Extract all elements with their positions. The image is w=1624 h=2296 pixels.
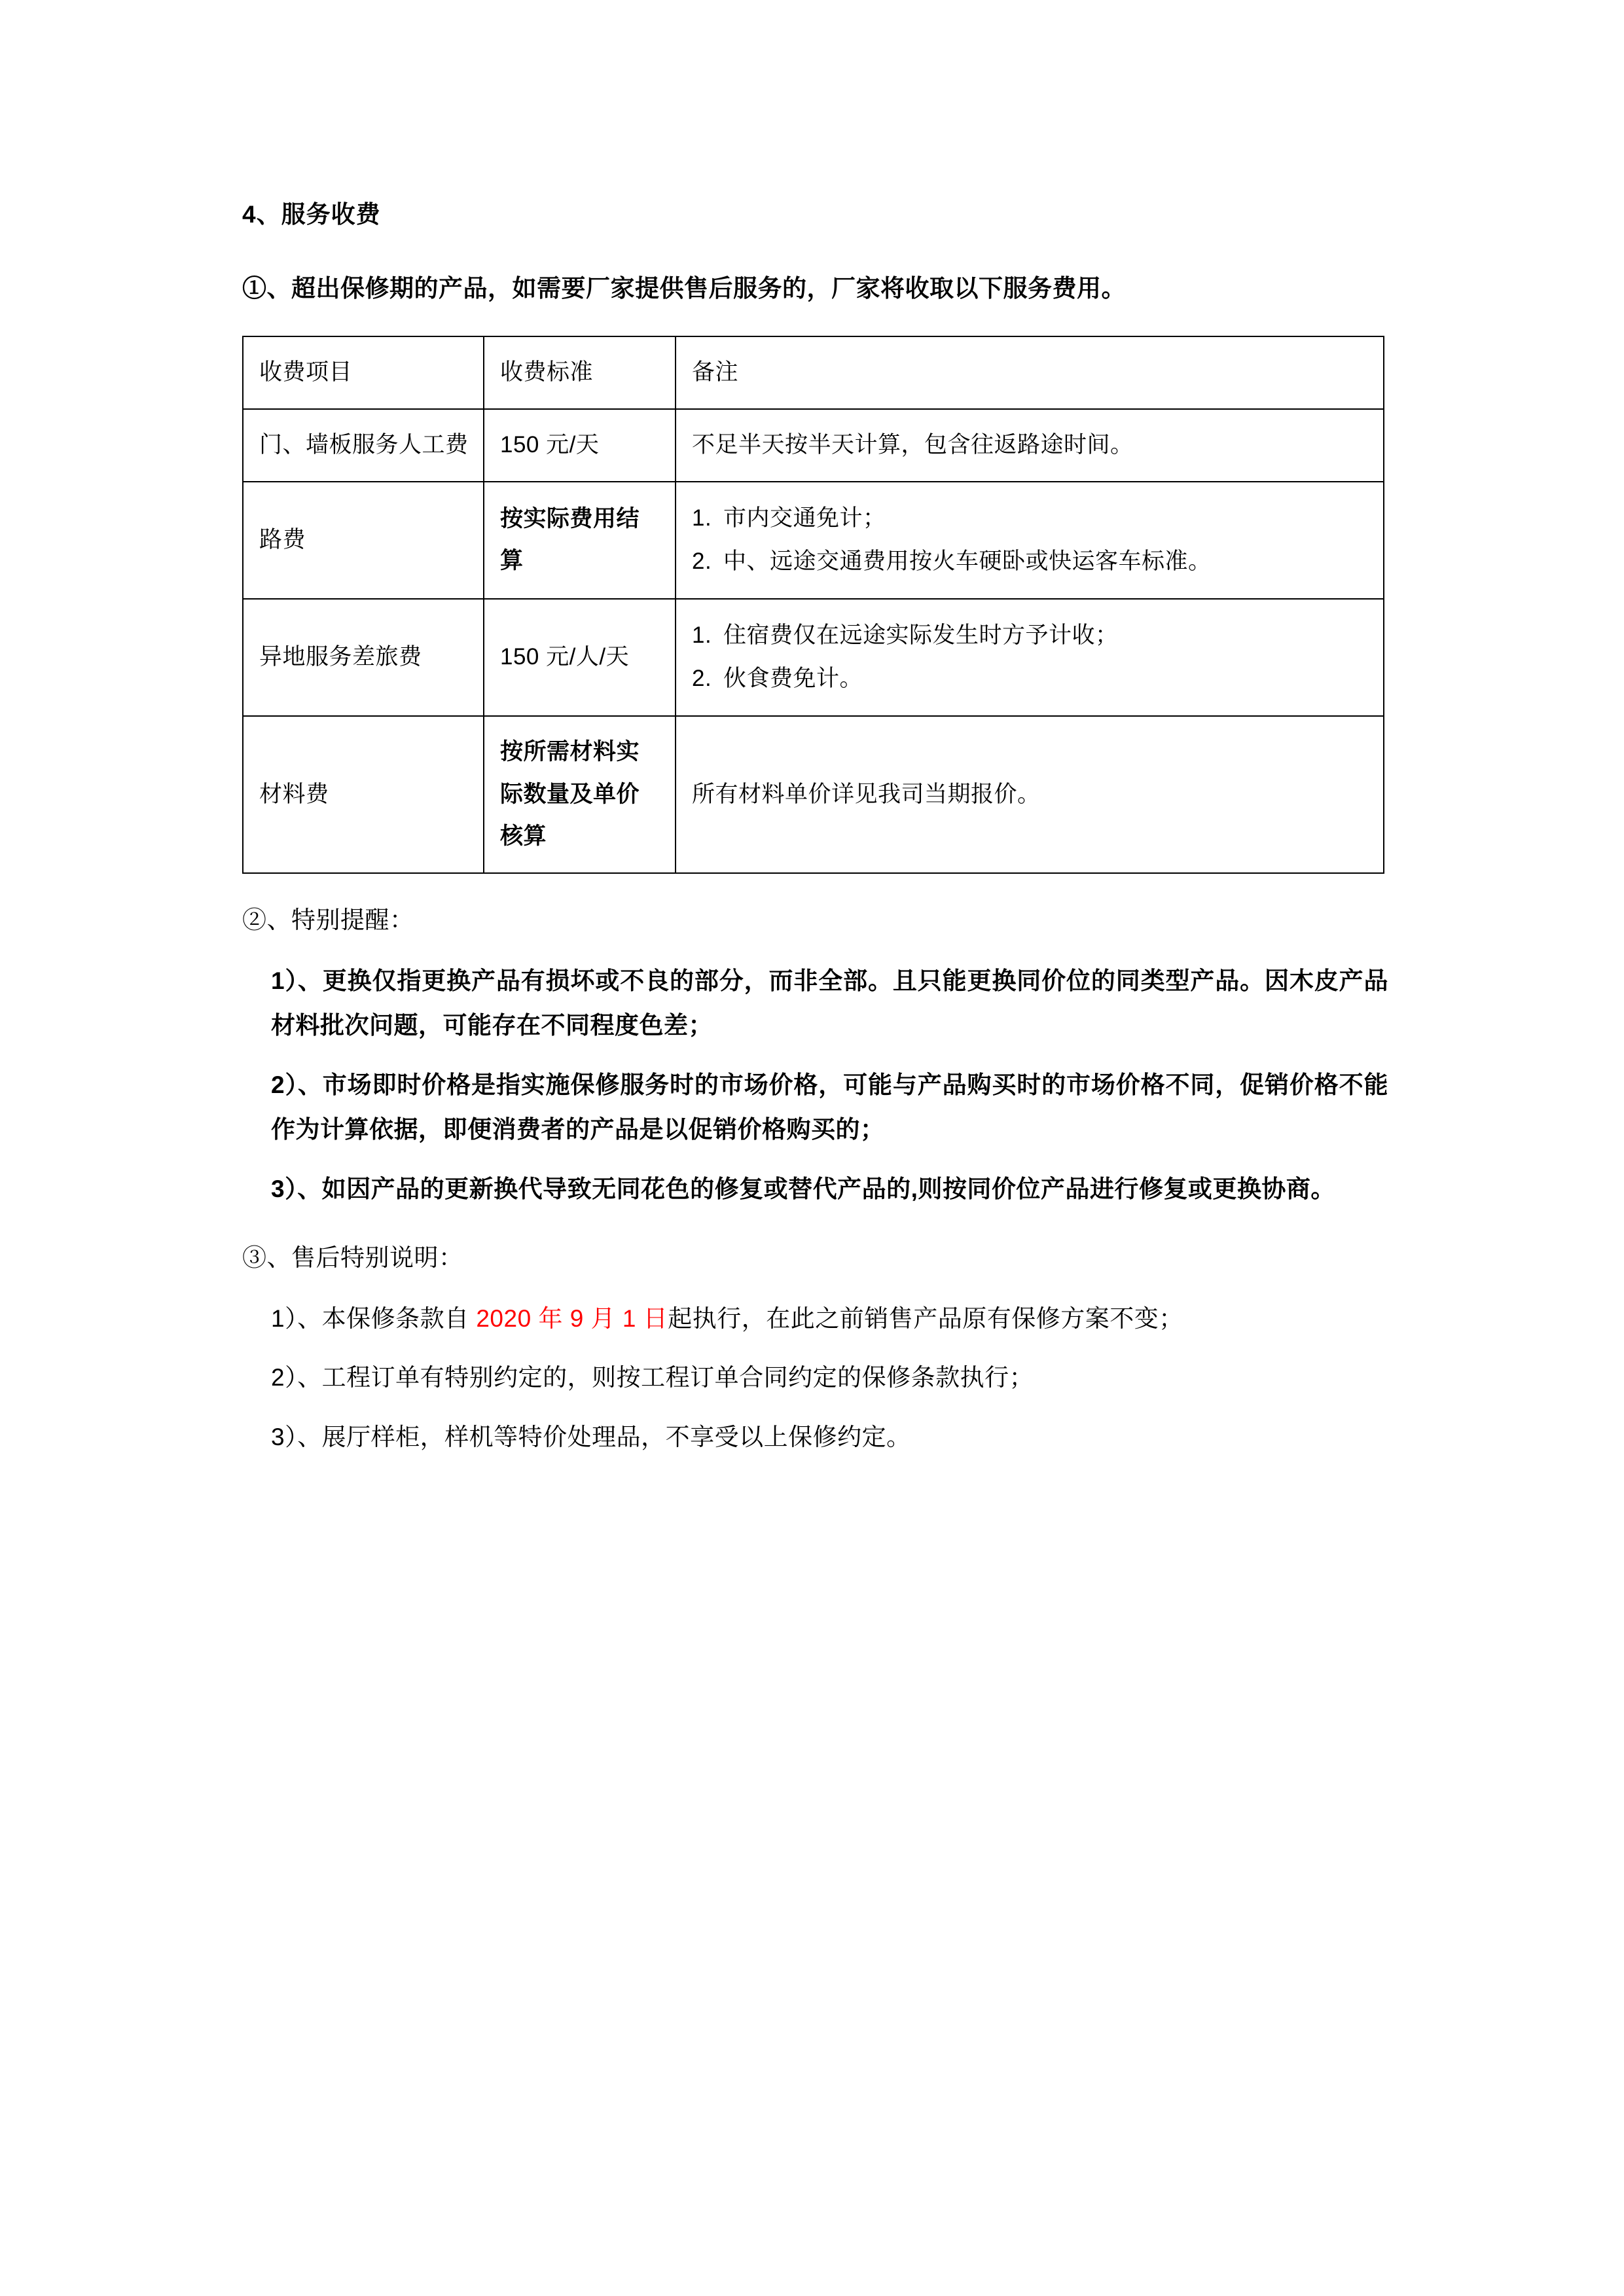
reminder-item-1: 1）、更换仅指更换产品有损坏或不良的部分，而非全部。且只能更换同价位的同类型产品。因木皮产品材料批次问题，可能存在不同程度色差； xyxy=(271,967,1388,1039)
list-item-number: 1. xyxy=(692,622,712,648)
list-item-text: 住宿费仅在远途实际发生时方予计收； xyxy=(723,622,1119,648)
table-row xyxy=(243,482,1384,599)
effective-date: 2020 年 9 月 1 日 xyxy=(476,1305,668,1333)
fee-item-name: 路费 xyxy=(243,482,484,599)
column-header-standard: 收费标准 xyxy=(484,336,676,409)
list-item xyxy=(692,540,1369,584)
fee-standard: 按实际费用结算 xyxy=(484,482,676,599)
list-item xyxy=(692,657,1369,701)
list-item xyxy=(692,614,1369,658)
section-label-special-reminder: ②、特别提醒： xyxy=(242,906,414,934)
note-list xyxy=(692,614,1369,701)
list-item-text: 市内交通免计； xyxy=(723,505,886,531)
reminder-item-3: 3）、如因产品的更新换代导致无同花色的修复或替代产品的,则按同价位产品进行修复或更换协商。 xyxy=(271,1175,1335,1202)
intro-paragraph: ①、超出保修期的产品，如需要厂家提供售后服务的，厂家将收取以下服务费用。 xyxy=(242,274,1126,302)
list-item-number: 2. xyxy=(692,548,712,575)
aftersales-item-1-suffix: 起执行，在此之前销售产品原有保修方案不变； xyxy=(668,1305,1183,1333)
table-row xyxy=(243,409,1384,482)
aftersales-item-2: 2）、工程订单有特别约定的，则按工程订单合同约定的保修条款执行； xyxy=(271,1364,1034,1391)
list-item-number: 2. xyxy=(692,666,712,692)
aftersales-item-1 xyxy=(242,1297,1388,1341)
fee-standard: 150 元/天 xyxy=(484,409,676,482)
fee-standard: 150 元/人/天 xyxy=(484,599,676,716)
fee-item-name: 异地服务差旅费 xyxy=(243,599,484,716)
table-header-row xyxy=(243,336,1384,409)
list-item xyxy=(692,497,1369,541)
aftersales-item-3: 3）、展厅样柜，样机等特价处理品，不享受以上保修约定。 xyxy=(271,1423,911,1450)
fee-standard: 按所需材料实际数量及单价核算 xyxy=(484,716,676,873)
aftersales-item-1-prefix: 1）、本保修条款自 xyxy=(271,1305,477,1333)
list-item-text: 中、远途交通费用按火车硬卧或快运客车标准。 xyxy=(723,548,1212,575)
fee-note xyxy=(676,599,1384,716)
table-row xyxy=(243,716,1384,873)
page-title: 4、服务收费 xyxy=(242,201,381,228)
table-row xyxy=(243,599,1384,716)
service-fee-table xyxy=(242,336,1384,874)
note-list xyxy=(692,497,1369,584)
column-header-item: 收费项目 xyxy=(243,336,484,409)
section-label-aftersales-note: ③、售后特别说明： xyxy=(242,1244,463,1272)
list-item-text: 伙食费免计。 xyxy=(723,666,863,692)
fee-item-name: 门、墙板服务人工费 xyxy=(243,409,484,482)
reminder-item-2: 2）、市场即时价格是指实施保修服务时的市场价格，可能与产品购买时的市场价格不同，促销价格不能作为计算依据，即便消费者的产品是以促销价格购买的； xyxy=(271,1071,1388,1143)
fee-note xyxy=(676,482,1384,599)
fee-note: 所有材料单价详见我司当期报价。 xyxy=(676,716,1384,873)
list-item-number: 1. xyxy=(692,505,712,531)
fee-item-name: 材料费 xyxy=(243,716,484,873)
column-header-note: 备注 xyxy=(676,336,1384,409)
fee-note: 不足半天按半天计算，包含往返路途时间。 xyxy=(676,409,1384,482)
